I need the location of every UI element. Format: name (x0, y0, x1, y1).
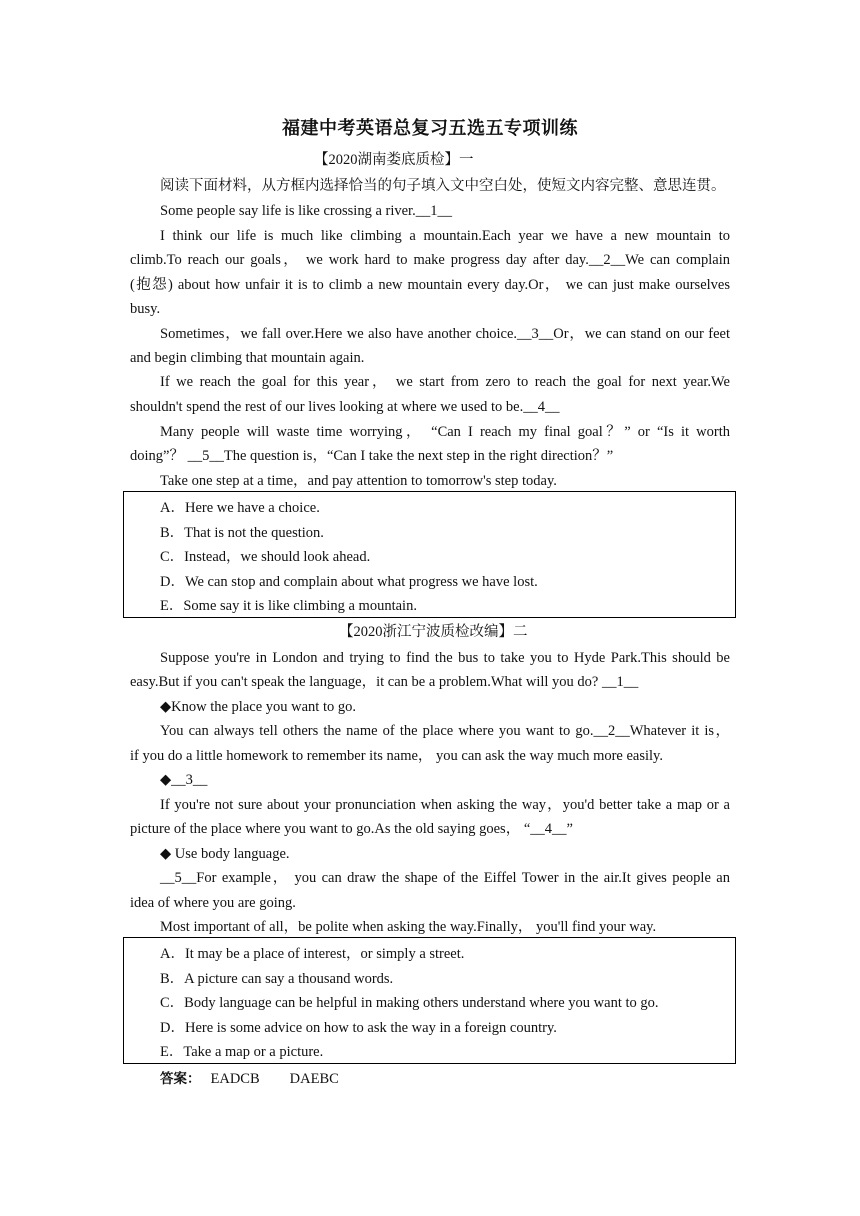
section1-line: doing”？ __5__The question is，“Can I take the next step in the right direction？” (130, 448, 614, 464)
section2-line: __5__For example， you can draw the shape of the Eiffel Tower in the air.It gives people an (160, 870, 730, 886)
section2-line: If you're not sure about your pronunciation when asking the way，you'd better take a map or a (160, 797, 730, 813)
section2-line: Most important of all，be polite when asking the way.Finally， you'll find your way. (160, 919, 657, 935)
section1-line: (抱怨) about how unfair it is to climb a new mountain every day.Or， we can just make ourselves (130, 277, 730, 293)
option-d: D．We can stop and complain about what progress we have lost. (160, 574, 538, 590)
section1-line: I think our life is much like climbing a mountain.Each year we have a new mountain to (160, 228, 730, 244)
section1-line: shouldn't spend the rest of our lives looking at where we used to be.__4__ (130, 399, 560, 415)
section2-options-box (123, 937, 736, 1064)
answer-line (160, 1069, 339, 1089)
page-title: 福建中考英语总复习五选五专项训练 (282, 118, 578, 139)
section1-line: Take one step at a time，and pay attention to tomorrow's step today. (160, 473, 557, 489)
section2-line: ◆Know the place you want to go. (160, 699, 356, 715)
option-a: A．Here we have a choice. (160, 500, 320, 516)
section1-line: busy. (130, 301, 161, 317)
option-b: B．A picture can say a thousand words. (160, 971, 394, 987)
section1-options-box (123, 491, 736, 618)
section2-line: ◆__3__ (160, 772, 208, 788)
answer-first: EADCB (210, 1071, 260, 1087)
option-c: C．Instead，we should look ahead. (160, 549, 371, 565)
section1-line: Sometimes，we fall over.Here we also have another choice.__3__Or，we can stand on our feet (160, 326, 730, 342)
section2-line: ◆ Use body language. (160, 846, 290, 862)
option-c: C．Body language can be helpful in making others understand where you want to go. (160, 995, 659, 1011)
option-a: A．It may be a place of interest，or simply a street. (160, 946, 465, 962)
section2-line: picture of the place where you want to go.As the old saying goes， “__4__” (130, 821, 573, 837)
option-e: E．Some say it is like climbing a mountain. (160, 598, 417, 614)
section1-header: 【2020湖南娄底质检】一 (314, 152, 474, 168)
answer-label: 答案： (160, 1071, 201, 1087)
section1-line: and begin climbing that mountain again. (130, 350, 365, 366)
section1-line: Many people will waste time worrying， “Can I reach my final goal？” or “Is it worth (160, 424, 730, 440)
answer-second: DAEBC (289, 1071, 339, 1087)
section2-line: if you do a little homework to remember its name， you can ask the way much more easily. (130, 748, 663, 764)
section2-header: 【2020浙江宁波质检改编】二 (339, 624, 528, 640)
section1-line: climb.To reach our goals， we work hard to make progress day after day.__2__We can complain (130, 252, 730, 268)
option-e: E．Take a map or a picture. (160, 1044, 324, 1060)
section1-line: If we reach the goal for this year， we start from zero to reach the goal for next year.We (160, 374, 730, 390)
option-b: B．That is not the question. (160, 525, 324, 541)
option-d: D．Here is some advice on how to ask the way in a foreign country. (160, 1020, 557, 1036)
section1-instruction: 阅读下面材料，从方框内选择恰当的句子填入文中空白处，使短文内容完整、意思连贯。 (160, 178, 726, 194)
section2-line: idea of where you are going. (130, 895, 296, 911)
section2-line: You can always tell others the name of the place where you want to go.__2__Whatever it is， (160, 723, 730, 739)
section2-line: easy.But if you can't speak the language，it can be a problem.What will you do? __1__ (130, 674, 639, 690)
section1-line: Some people say life is like crossing a river.__1__ (160, 203, 452, 219)
section2-line: Suppose you're in London and trying to find the bus to take you to Hyde Park.This should be (160, 650, 730, 666)
